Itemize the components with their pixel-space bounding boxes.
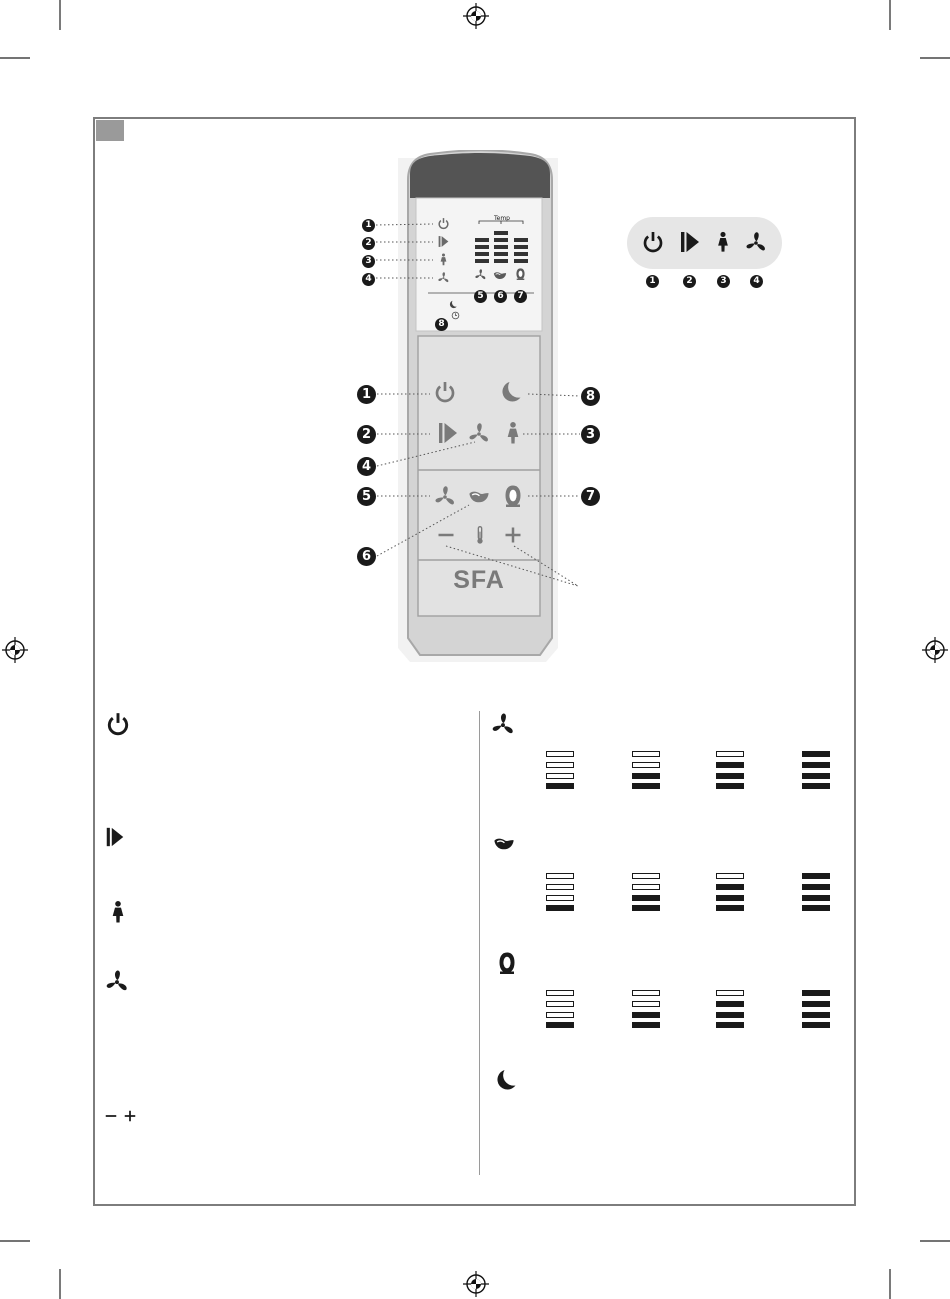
level-bar: [716, 762, 744, 768]
callout-badge: 3: [717, 275, 730, 288]
callout-badge: 1: [362, 219, 375, 232]
minus-icon: [104, 1109, 118, 1123]
hand-icon: [489, 832, 519, 854]
callout-badge: 4: [750, 275, 763, 288]
level-bar: [716, 1022, 744, 1028]
callout-badge: 7: [581, 487, 600, 506]
level-bar: [632, 1012, 660, 1018]
level-bar: [802, 873, 830, 879]
level-bar: [546, 1012, 574, 1018]
level-bar: [716, 873, 744, 879]
fan-icon: [490, 711, 516, 737]
level-bar: [546, 905, 574, 911]
level-bar: [632, 762, 660, 768]
callout-badge: 6: [494, 290, 507, 303]
level-bar: [632, 1001, 660, 1007]
brand-logo: SFA: [453, 566, 505, 594]
level-bar: [546, 884, 574, 890]
level-bar: [716, 783, 744, 789]
level-bar: [546, 873, 574, 879]
person-icon: [106, 897, 130, 927]
fan-icon: [104, 968, 130, 994]
legend-fan-icon: [744, 230, 768, 254]
level-bar: [546, 751, 574, 757]
level-bar: [546, 1001, 574, 1007]
level-bar: [802, 895, 830, 901]
callout-badge: 3: [362, 255, 375, 268]
plus-icon: [123, 1109, 137, 1123]
dryer-icon: [495, 949, 519, 977]
callout-badge: 7: [514, 290, 527, 303]
level-bar: [632, 895, 660, 901]
callout-badge: 2: [357, 425, 376, 444]
level-bar: [546, 783, 574, 789]
callout-badge: 1: [357, 385, 376, 404]
level-bar: [716, 1012, 744, 1018]
level-bar: [632, 990, 660, 996]
level-bar: [716, 990, 744, 996]
callout-badge: 4: [357, 457, 376, 476]
level-bar: [632, 773, 660, 779]
level-bar: [716, 1001, 744, 1007]
level-bar: [802, 783, 830, 789]
level-bar: [716, 751, 744, 757]
legend-person-icon: [712, 230, 734, 254]
level-bar: [716, 884, 744, 890]
callout-badge: 8: [435, 318, 448, 331]
legend-play-mode-icon: [678, 230, 702, 254]
callout-badge: 6: [357, 547, 376, 566]
level-bar: [802, 751, 830, 757]
level-bar: [546, 1022, 574, 1028]
moon-icon: [495, 1068, 519, 1092]
callout-badge: 8: [581, 387, 600, 406]
power-icon: [105, 711, 131, 737]
level-bar: [716, 773, 744, 779]
level-bar: [632, 905, 660, 911]
level-bar: [802, 1022, 830, 1028]
level-bar: [802, 1001, 830, 1007]
callout-badge: 5: [357, 487, 376, 506]
level-bar: [632, 751, 660, 757]
legend-power-icon: [641, 230, 665, 254]
level-bar: [546, 773, 574, 779]
level-bar: [802, 773, 830, 779]
level-bar: [802, 990, 830, 996]
callout-badge: 3: [581, 425, 600, 444]
level-bar: [802, 905, 830, 911]
level-bar: [632, 1022, 660, 1028]
callout-badge: 5: [474, 290, 487, 303]
display-temp-label: Temp: [494, 215, 510, 222]
callout-badge: 2: [362, 237, 375, 250]
level-bar: [632, 783, 660, 789]
level-bar: [802, 1012, 830, 1018]
callout-badge: 2: [683, 275, 696, 288]
level-bar: [632, 884, 660, 890]
level-bar: [802, 762, 830, 768]
level-bar: [546, 762, 574, 768]
column-divider: [479, 711, 480, 1175]
level-bar: [632, 873, 660, 879]
level-bar: [546, 895, 574, 901]
level-bar: [716, 905, 744, 911]
callout-badge: 1: [646, 275, 659, 288]
play-mode-icon: [104, 826, 126, 848]
callout-badge: 4: [362, 273, 375, 286]
level-bar: [802, 884, 830, 890]
level-bar: [546, 990, 574, 996]
level-bar: [716, 895, 744, 901]
